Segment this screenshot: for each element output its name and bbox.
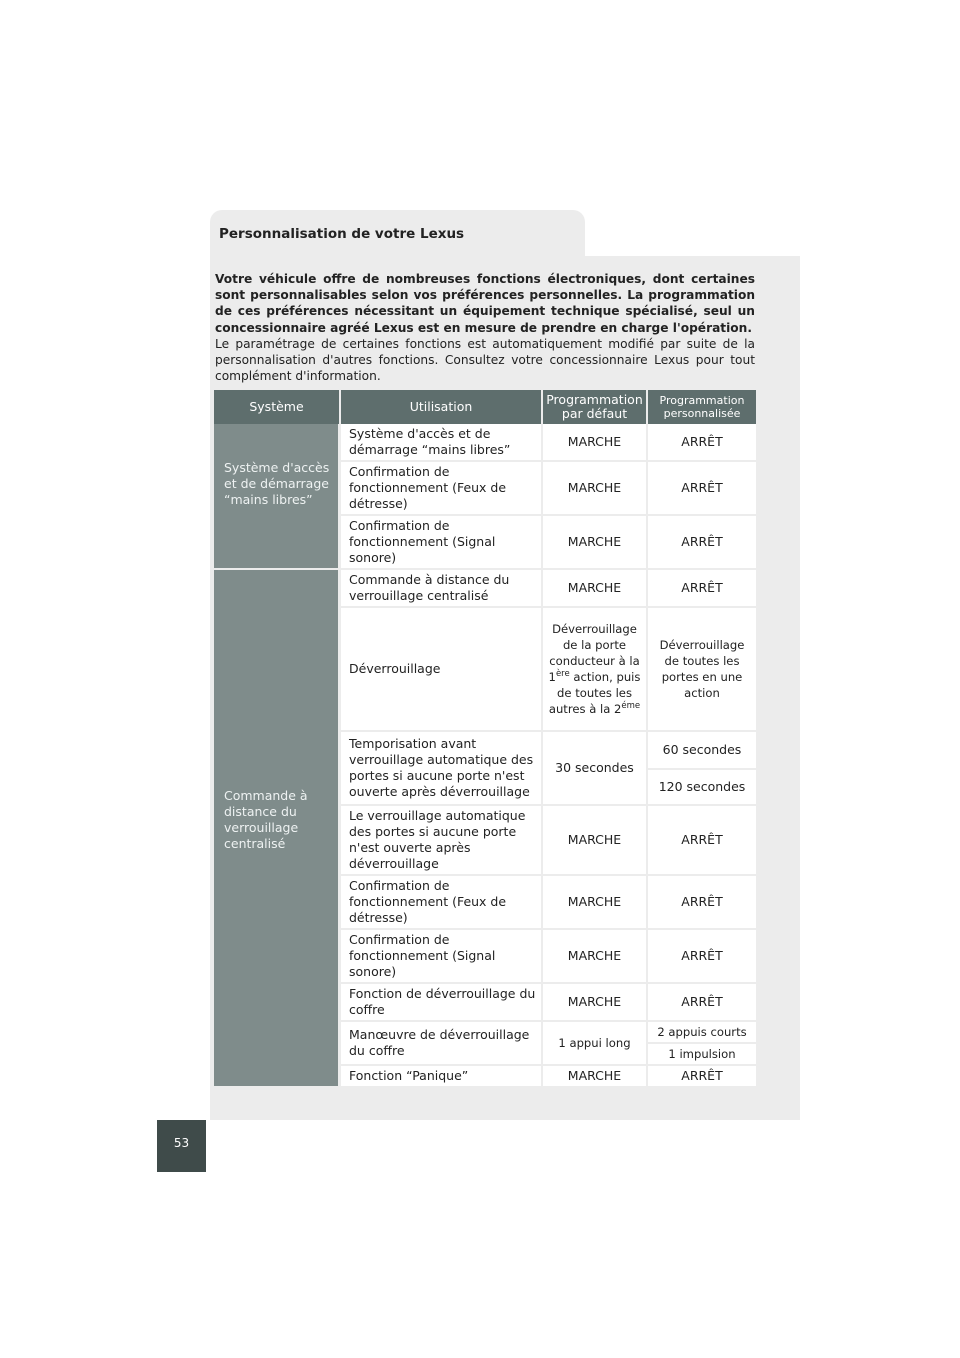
table-header-row bbox=[214, 390, 756, 424]
usage-cell: Manœuvre de déverrouillage du coffre bbox=[341, 1022, 543, 1066]
custom-cell: Déverrouillage de toutes les portes en une action bbox=[648, 608, 756, 732]
usage-cell: Système d'accès et de démarrage “mains libres” bbox=[341, 424, 543, 462]
custom-cell-alt: 1 impulsion bbox=[648, 1044, 756, 1066]
header-custom: Programmation personnalisée bbox=[648, 390, 756, 424]
custom-cell: ARRÊT bbox=[648, 806, 756, 876]
intro-text bbox=[215, 271, 755, 384]
custom-cell: ARRÊT bbox=[648, 984, 756, 1022]
usage-cell: Confirmation de fonctionnement (Signal sonore) bbox=[341, 930, 543, 984]
default-cell: 30 secondes bbox=[543, 732, 648, 806]
usage-cell: Confirmation de fonctionnement (Feux de détresse) bbox=[341, 462, 543, 516]
page-number: 53 bbox=[157, 1120, 206, 1172]
custom-cell: ARRÊT bbox=[648, 876, 756, 930]
usage-cell: Confirmation de fonctionnement (Signal sonore) bbox=[341, 516, 543, 570]
default-cell: MARCHE bbox=[543, 462, 648, 516]
default-text-a: Déverrouillage de la porte conducteur à la 1 bbox=[548, 622, 640, 684]
header-usage: Utilisation bbox=[341, 390, 543, 424]
header-system: Système bbox=[214, 390, 341, 424]
usage-cell: Temporisation avant verrouillage automatique des portes si aucune porte n'est ouverte après déverrouillage bbox=[341, 732, 543, 806]
custom-cell-alt: 120 secondes bbox=[648, 770, 756, 806]
usage-cell: Commande à distance du verrouillage centralisé bbox=[341, 570, 543, 608]
superscript-2: éme bbox=[621, 701, 641, 712]
usage-cell: Déverrouillage bbox=[341, 608, 543, 732]
default-cell: MARCHE bbox=[543, 570, 648, 608]
section-title: Personnalisation de votre Lexus bbox=[219, 226, 465, 242]
customization-table bbox=[214, 390, 756, 1088]
usage-cell: Le verrouillage automatique des portes si aucune porte n'est ouverte après déverrouillage bbox=[341, 806, 543, 876]
default-cell: MARCHE bbox=[543, 806, 648, 876]
custom-cell: ARRÊT bbox=[648, 930, 756, 984]
group-system-cell: Commande à distance du verrouillage centralisé bbox=[214, 570, 341, 1088]
default-cell bbox=[543, 608, 648, 732]
table-row bbox=[214, 570, 756, 608]
group-system-cell: Système d'accès et de démarrage “mains libres” bbox=[214, 424, 341, 570]
table-row bbox=[214, 424, 756, 462]
custom-cell: ARRÊT bbox=[648, 1066, 756, 1088]
usage-cell: Confirmation de fonctionnement (Feux de détresse) bbox=[341, 876, 543, 930]
custom-cell: 60 secondes bbox=[648, 732, 756, 770]
default-cell: MARCHE bbox=[543, 930, 648, 984]
default-cell: MARCHE bbox=[543, 984, 648, 1022]
custom-cell: 2 appuis courts bbox=[648, 1022, 756, 1044]
custom-cell: ARRÊT bbox=[648, 424, 756, 462]
intro-paragraph: Le paramétrage de certaines fonctions est automatiquement modifié par suite de la personnalisation d'autres fonctions. Consultez votre concessionnaire Lexus pour tout complément d'information. bbox=[215, 336, 755, 384]
default-cell: MARCHE bbox=[543, 516, 648, 570]
custom-cell: ARRÊT bbox=[648, 570, 756, 608]
header-default: Programmation par défaut bbox=[543, 390, 648, 424]
default-cell: MARCHE bbox=[543, 1066, 648, 1088]
superscript-1: ère bbox=[555, 669, 570, 680]
default-text-b: action, puis de toutes les autres à la 2 bbox=[548, 670, 641, 716]
custom-cell: ARRÊT bbox=[648, 516, 756, 570]
custom-cell: ARRÊT bbox=[648, 462, 756, 516]
usage-cell: Fonction de déverrouillage du coffre bbox=[341, 984, 543, 1022]
intro-bold-paragraph: Votre véhicule offre de nombreuses fonctions électroniques, dont certaines sont personnalisables selon vos préférences personnelles. La programmation de ces préférences nécessitant un équipement technique spécialisé, seul un concessionnaire agréé Lexus est en mesure de prendre en charge l'opération. bbox=[215, 272, 755, 335]
default-cell: MARCHE bbox=[543, 424, 648, 462]
default-cell: MARCHE bbox=[543, 876, 648, 930]
default-cell: 1 appui long bbox=[543, 1022, 648, 1066]
usage-cell: Fonction “Panique” bbox=[341, 1066, 543, 1088]
